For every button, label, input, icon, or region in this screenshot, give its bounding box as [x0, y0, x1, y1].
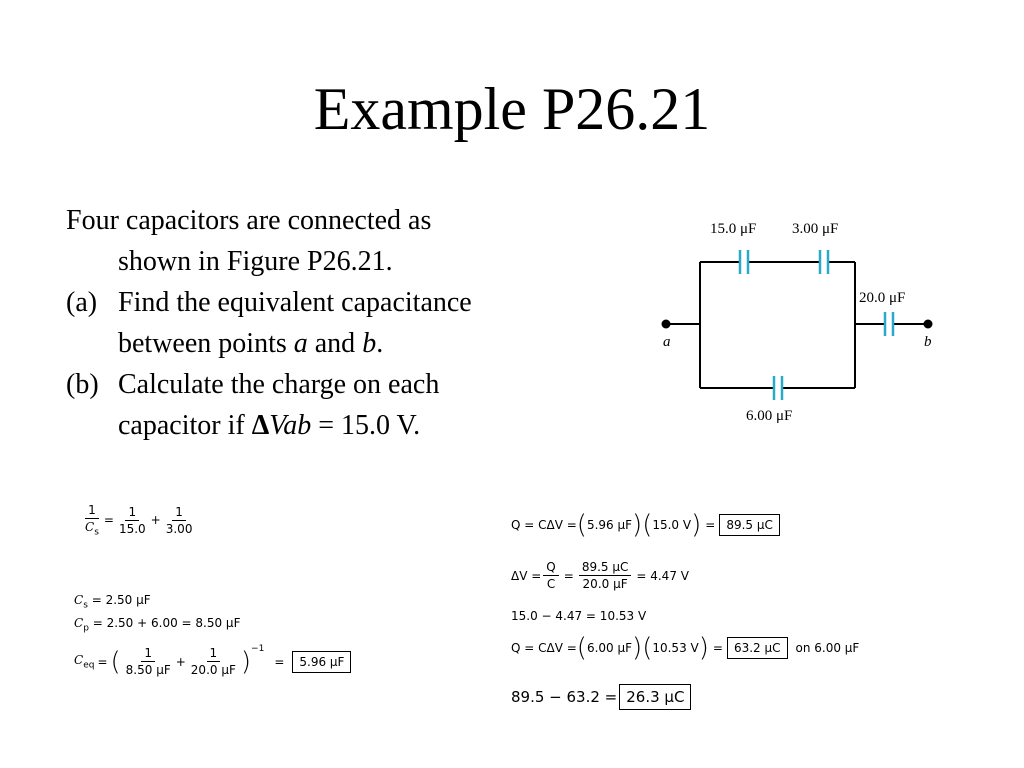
capacitor-20uf-symbol [885, 312, 893, 336]
close-paren: ) [698, 633, 709, 663]
capacitor-20uf-label: 20.0 μF [859, 290, 906, 306]
problem-statement [66, 200, 566, 446]
equals: = [712, 641, 723, 655]
frac-num: 1 [172, 505, 186, 521]
voltage-result: = 4.47 V [636, 568, 689, 583]
ceq-result-box: 5.96 μF [292, 651, 351, 673]
frac-num: 1 [125, 505, 139, 521]
frac-num: 1 [141, 646, 155, 662]
open-paren: ( [110, 646, 121, 677]
part-a-line-1 [66, 282, 566, 323]
charge-diff-result-box: 26.3 μC [619, 684, 691, 710]
delta-symbol: Δ [251, 410, 270, 441]
node-b-label: b [924, 334, 932, 350]
open-paren: ( [642, 510, 653, 540]
node-a-label: a [663, 334, 671, 350]
vab-symbol: Vab [269, 410, 312, 441]
part-a-text-end: . [376, 328, 384, 359]
capacitor-15uf-label: 15.0 μF [710, 221, 757, 237]
capacitor-15uf-symbol [740, 250, 748, 274]
part-b-text-1: Calculate the charge on each [118, 369, 440, 400]
series-eq [80, 503, 197, 537]
ceq-eq [74, 646, 351, 677]
frac-num: 1 [207, 646, 221, 662]
voltage-eq [511, 560, 689, 591]
charge-eq-2 [511, 633, 860, 663]
subscript: eq [83, 660, 95, 671]
frac-1-over-cs [82, 503, 102, 537]
subscript: p [83, 623, 89, 634]
charge-eq-1 [511, 510, 780, 540]
node-a-dot [662, 320, 671, 329]
intro-line-2: shown in Figure P26.21. [118, 246, 393, 277]
part-a-label: (a) [66, 287, 98, 318]
frac-num: Q [543, 560, 558, 576]
charge-result-box: 89.5 μC [719, 514, 780, 536]
capacitance-value: 5.96 μF [586, 518, 633, 532]
part-b-line-1 [66, 364, 566, 405]
cs-result [74, 593, 151, 610]
eq-prefix: Q = CΔV = [511, 641, 577, 655]
point-a-ref: a [293, 328, 308, 359]
charge-diff-eq [511, 684, 691, 710]
open-paren: ( [576, 633, 587, 663]
part-b-label: (b) [66, 369, 99, 400]
close-paren: ) [240, 646, 252, 677]
node-b-dot [924, 320, 933, 329]
frac-num: 1 [85, 503, 99, 519]
frac-den: C [546, 577, 556, 591]
equals: = [705, 518, 716, 532]
subscript: s [94, 527, 99, 538]
exponent: −1 [251, 644, 265, 654]
open-paren: ( [642, 633, 653, 663]
frac-den: 8.50 μF [125, 663, 171, 677]
c-symbol: C [74, 593, 84, 607]
part-a-line-2 [66, 323, 566, 364]
circuit-diagram [640, 200, 950, 430]
part-b-text-end: = 15.0 V. [311, 410, 421, 441]
frac-q-over-c [543, 560, 558, 591]
part-b-text-2: capacitor if [118, 410, 252, 441]
frac-values [579, 560, 632, 591]
slide-title: Example P26.21 [313, 76, 711, 142]
capacitance-value: 6.00 μF [586, 641, 633, 655]
cp-result [74, 616, 240, 633]
capacitor-3uf-symbol [820, 250, 828, 274]
frac-term-1 [116, 505, 149, 536]
eq-prefix: Q = CΔV = [511, 518, 577, 532]
open-paren: ( [576, 510, 587, 540]
cs-value: = 2.50 μF [87, 593, 151, 607]
charge-result-box: 63.2 μC [727, 637, 788, 659]
c-symbol: C [74, 652, 84, 667]
charge-note: on 6.00 μF [795, 641, 860, 655]
eq-prefix: ΔV = [511, 568, 542, 583]
capacitor-6uf-label: 6.00 μF [746, 408, 793, 424]
intro-line-1: Four capacitors are connected as [66, 205, 432, 236]
point-b-ref: b [362, 328, 377, 359]
capacitor-6uf-symbol [774, 376, 782, 400]
frac-term-2 [188, 646, 239, 677]
frac-term-1 [123, 646, 174, 677]
equals: = [274, 654, 285, 669]
ceq-lhs [74, 653, 94, 670]
equals: = [97, 654, 108, 669]
plus: + [175, 654, 186, 669]
c-symbol: C [74, 616, 84, 630]
voltage-diff: 15.0 − 4.47 = 10.53 V [511, 609, 647, 623]
frac-den: 15.0 [118, 521, 146, 536]
voltage-value: 10.53 V [652, 641, 699, 655]
capacitor-3uf-label: 3.00 μF [792, 221, 839, 237]
frac-num: 89.5 μC [579, 560, 632, 576]
plus: + [150, 513, 161, 528]
frac-den: 20.0 μF [190, 663, 236, 677]
frac-den [82, 519, 102, 537]
equals: = [103, 513, 114, 528]
c-symbol: C [85, 520, 95, 534]
eq-prefix: 89.5 − 63.2 = [511, 688, 618, 706]
close-paren: ) [632, 633, 643, 663]
equals: = [563, 568, 574, 583]
close-paren: ) [632, 510, 643, 540]
cp-value: = 2.50 + 6.00 = 8.50 μF [88, 616, 241, 630]
part-a-text-2: between points [118, 328, 294, 359]
frac-term-2 [163, 505, 196, 536]
voltage-value: 15.0 V [652, 518, 692, 532]
part-a-text-and: and [307, 328, 363, 359]
part-a-text-1: Find the equivalent capacitance [118, 287, 472, 318]
frac-den: 20.0 μF [582, 577, 628, 591]
frac-den: 3.00 [165, 521, 193, 536]
subscript: s [83, 600, 88, 611]
close-paren: ) [691, 510, 702, 540]
part-b-line-2 [66, 405, 566, 446]
